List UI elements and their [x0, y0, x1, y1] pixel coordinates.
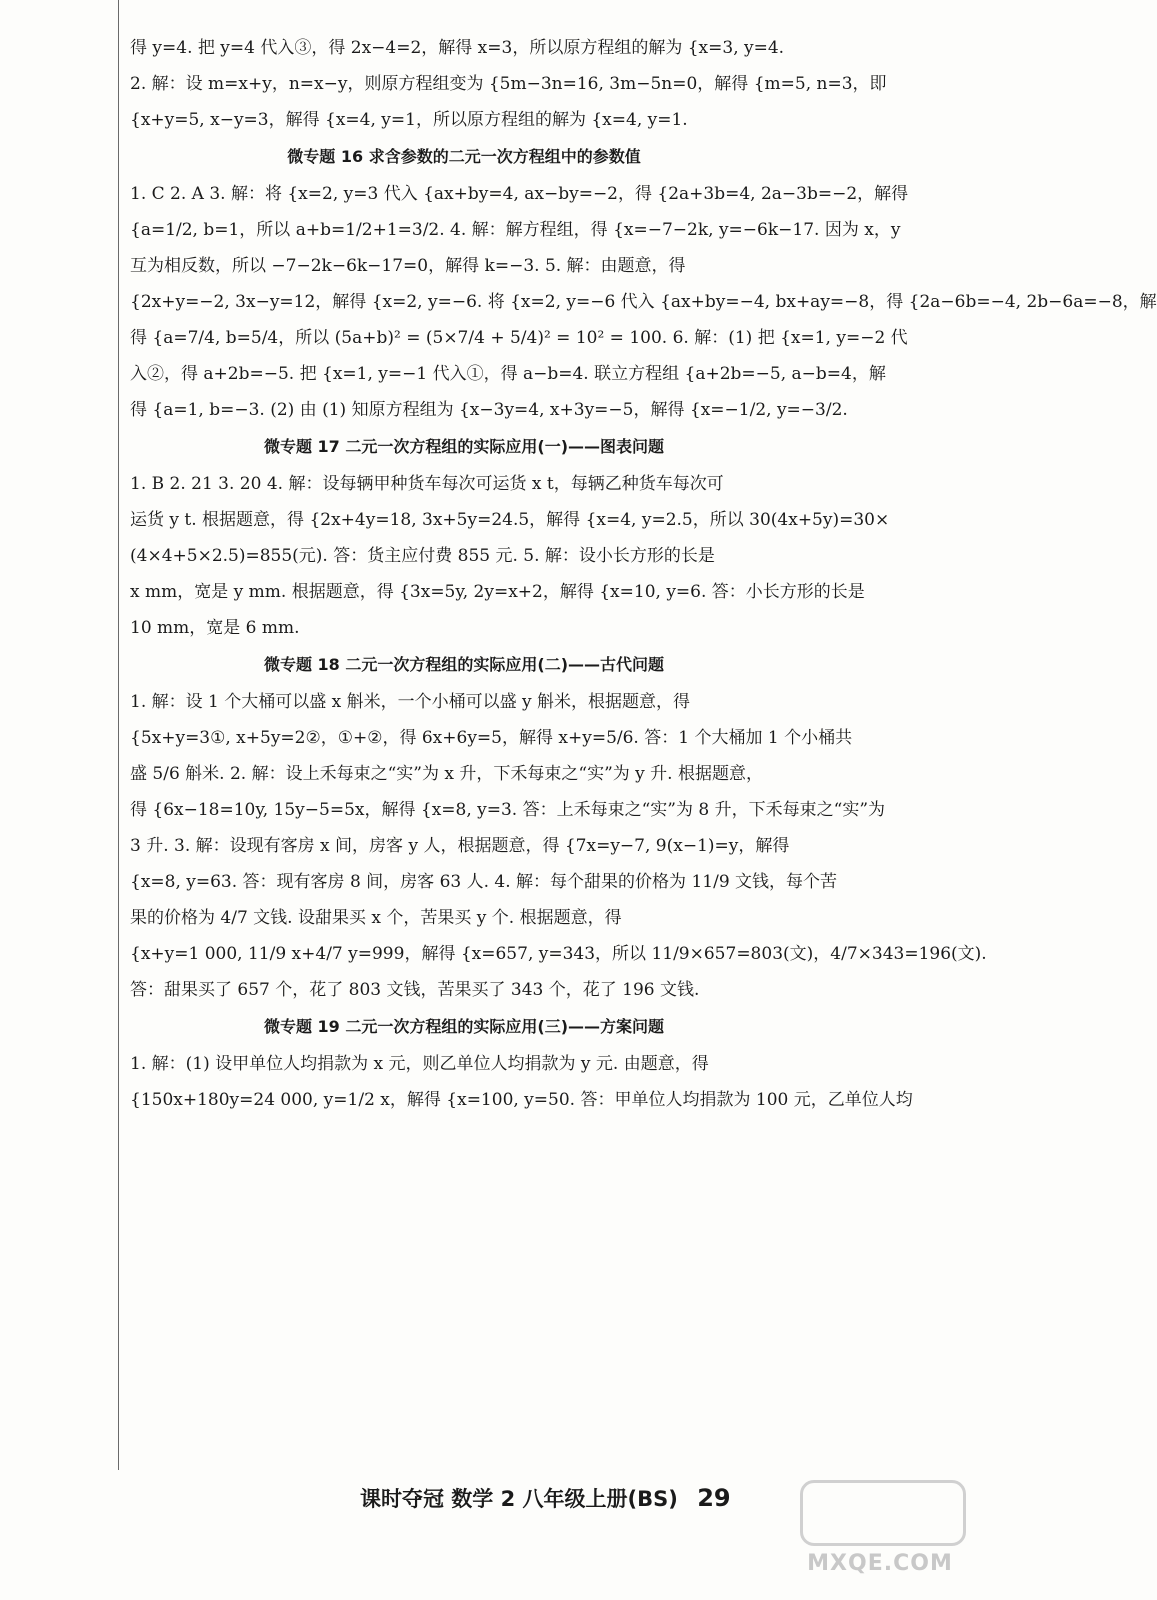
answer-line: 得 {6x−18=10y, 15y−5=5x，解得 {x=8, y=3. 答：上禾每束之“实”为 8 升，下禾每束之“实”为 [130, 800, 886, 820]
answer-line: {x=8, y=63. 答：现有客房 8 间，房客 63 人. 4. 解：每个甜果的价格为 11/9 文钱，每个苦 [130, 872, 838, 892]
section-heading: 微专题 18 二元一次方程组的实际应用(二)——古代问题 [263, 655, 665, 674]
watermark-text: MXQE.COM [807, 1551, 953, 1576]
answer-line: 入②，得 a+2b=−5. 把 {x=1, y=−1 代入①，得 a−b=4. 联立方程组 {a+2b=−5, a−b=4，解 [130, 364, 886, 384]
answer-line: {a=1/2, b=1，所以 a+b=1/2+1=3/2. 4. 解：解方程组，得 {x=−7−2k, y=−6k−17. 因为 x，y [130, 220, 901, 240]
answer-line: 得 y=4. 把 y=4 代入③，得 2x−4=2，解得 x=3，所以原方程组的解为 {x=3, y=4. [130, 38, 785, 58]
section-heading: 微专题 16 求含参数的二元一次方程组中的参数值 [287, 147, 641, 166]
answer-line: 得 {a=7/4, b=5/4，所以 (5a+b)² = (5×7/4 + 5/4)² = 10² = 100. 6. 解：(1) 把 {x=1, y=−2 代 [130, 328, 908, 348]
answer-line: 1. B 2. 21 3. 20 4. 解：设每辆甲种货车每次可运货 x t，每辆乙种货车每次可 [130, 474, 724, 494]
book-title: 课时夺冠 数学 2 八年级上册(BS) [360, 1487, 678, 1511]
answer-line: 运货 y t. 根据题意，得 {2x+4y=18, 3x+5y=24.5，解得 {x=4, y=2.5，所以 30(4x+5y)=30× [130, 510, 890, 530]
answer-line: 互为相反数，所以 −7−2k−6k−17=0，解得 k=−3. 5. 解：由题意，得 [130, 256, 686, 276]
answer-line: 1. 解：设 1 个大桶可以盛 x 斛米，一个小桶可以盛 y 斛米，根据题意，得 [130, 692, 691, 712]
answer-page-body [130, 30, 1157, 1118]
page-number: 29 [697, 1484, 731, 1512]
answer-line: x mm，宽是 y mm. 根据题意，得 {3x=5y, 2y=x+2，解得 {x=10, y=6. 答：小长方形的长是 [130, 582, 865, 602]
page-footer [360, 1483, 731, 1513]
left-margin-rule [118, 0, 119, 1470]
section-heading: 微专题 19 二元一次方程组的实际应用(三)——方案问题 [263, 1017, 665, 1036]
watermark-logo [780, 1470, 980, 1580]
answer-line: 答：甜果买了 657 个，花了 803 文钱，苦果买了 343 个，花了 196 文钱. [130, 980, 700, 1000]
answer-line: 果的价格为 4/7 文钱. 设甜果买 x 个，苦果买 y 个. 根据题意，得 [130, 908, 622, 928]
answer-line: {150x+180y=24 000, y=1/2 x，解得 {x=100, y=50. 答：甲单位人均捐款为 100 元，乙单位人均 [130, 1090, 913, 1110]
answer-line: {2x+y=−2, 3x−y=12，解得 {x=2, y=−6. 将 {x=2, y=−6 代入 {ax+by=−4, bx+ay=−8，得 {2a−6b=−4, 2b−6a=−8，解 [130, 292, 1157, 312]
answer-line: 1. 解：(1) 设甲单位人均捐款为 x 元，则乙单位人均捐款为 y 元. 由题意，得 [130, 1054, 709, 1074]
answer-line: 2. 解：设 m=x+y，n=x−y，则原方程组变为 {5m−3n=16, 3m−5n=0，解得 {m=5, n=3，即 [130, 74, 887, 94]
answer-line: {5x+y=3①, x+5y=2②，①+②，得 6x+6y=5，解得 x+y=5/6. 答：1 个大桶加 1 个小桶共 [130, 728, 853, 748]
answer-line: 1. C 2. A 3. 解：将 {x=2, y=3 代入 {ax+by=4, ax−by=−2，得 {2a+3b=4, 2a−3b=−2，解得 [130, 184, 909, 204]
answer-line: {x+y=1 000, 11/9 x+4/7 y=999，解得 {x=657, y=343，所以 11/9×657=803(文)，4/7×343=196(文). [130, 944, 987, 964]
answer-line: 盛 5/6 斛米. 2. 解：设上禾每束之“实”为 x 升，下禾每束之“实”为 y 升. 根据题意， [130, 764, 763, 784]
watermark-badge-icon [800, 1480, 966, 1546]
answer-line: (4×4+5×2.5)=855(元). 答：货主应付费 855 元. 5. 解：设小长方形的长是 [130, 546, 715, 566]
answer-line: 得 {a=1, b=−3. (2) 由 (1) 知原方程组为 {x−3y=4, x+3y=−5，解得 {x=−1/2, y=−3/2. [130, 400, 848, 420]
answer-line: 3 升. 3. 解：设现有客房 x 间，房客 y 人，根据题意，得 {7x=y−7, 9(x−1)=y，解得 [130, 836, 790, 856]
answer-line: 10 mm，宽是 6 mm. [130, 618, 300, 638]
section-heading: 微专题 17 二元一次方程组的实际应用(一)——图表问题 [263, 437, 665, 456]
answer-line: {x+y=5, x−y=3，解得 {x=4, y=1，所以原方程组的解为 {x=4, y=1. [130, 110, 688, 130]
